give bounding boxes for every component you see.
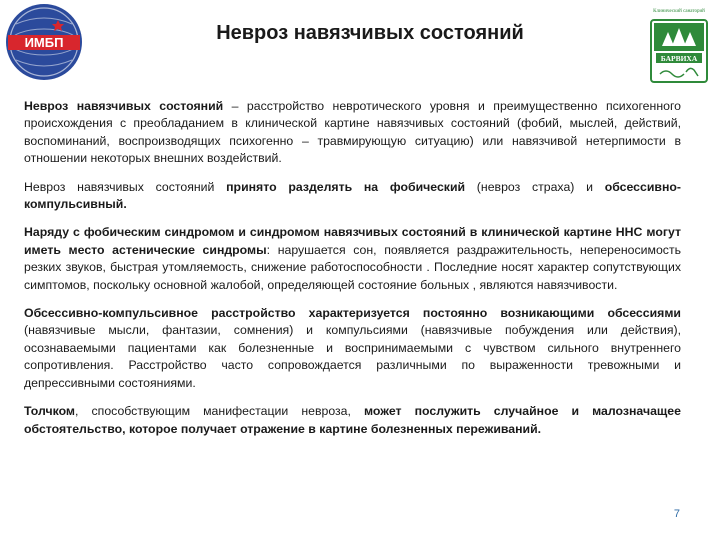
paragraph-5 (24, 403, 681, 438)
page-title: Невроз навязчивых состояний (216, 22, 524, 44)
text-run: может послужить случайное и малозначащее обстоятельство, которое получает отражение в картине болезненных переживаний. (24, 404, 681, 436)
paragraph-3 (24, 224, 681, 294)
text-run: (навязчивые мысли, фантазии, сомнения) и компульсиями (навязчивые побуждения или действия), осознаваемыми пациентами как болезненные и воспринимаемыми с чувством сильного внутреннего сопротивления. Расстройство часто сопровождается различными по выраженности тревожными и депрессивными состояниями. (24, 323, 681, 390)
text-run: : нарушается сон, появляется раздражительность, непереносимость резких звуков, быстрая утомляемость, снижение работоспособности . Последние носят характер сопутствующих симптомов, поскольку основной жалобой, определяющей состояние больных , являются навязчивости. (24, 242, 681, 292)
imbp-logo-text: ИМБП (24, 35, 64, 50)
text-run: Невроз навязчивых состояний (24, 99, 224, 113)
text-run: Невроз навязчивых состояний (24, 179, 227, 194)
text-run: , способствующим манифестации невроза, (75, 404, 364, 419)
text-run: Обсессивно-компульсивное расстройство характеризуется постоянно возникающими обсессиями (24, 306, 681, 321)
barvikha-logo-subtitle: Клинический санаторий (653, 9, 705, 14)
imbp-logo (4, 2, 84, 82)
text-run: принято разделять на фобический (226, 179, 466, 194)
body-text (24, 98, 681, 449)
text-run: – расстройство невротического уровня и преимущественно психогенного происхождения с преобладанием в клинической картине навязчивых состояний (фобий, мыслей, действий, воспоминаний, воспроизводящих психогенно – травмирующую ситуацию) или навязчивой нетерпимости в отношении некоторых внешних воздействий. (24, 99, 681, 166)
text-run: (невроз страха) и (465, 179, 605, 194)
text-run: обсессивно-компульсивный. (24, 179, 681, 212)
paragraph-1 (24, 98, 681, 168)
paragraph-2 (24, 179, 681, 214)
barvikha-logo (648, 6, 710, 86)
barvikha-logo-name: БАРВИХА (660, 54, 698, 63)
paragraph-4 (24, 305, 681, 392)
text-run: Наряду с фобическим синдромом и синдромом навязчивых состояний в клинической картине ННС могут иметь место астенические синдромы (24, 225, 681, 257)
text-run: Толчком (24, 404, 76, 419)
page-number: 7 (673, 508, 680, 520)
